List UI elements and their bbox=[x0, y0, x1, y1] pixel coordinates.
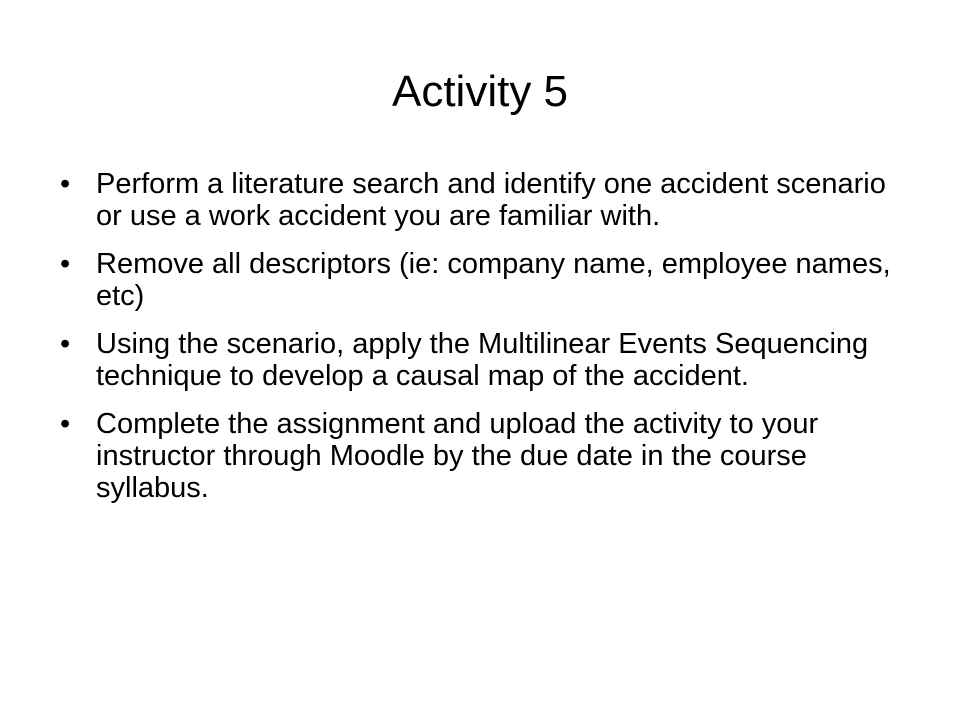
bullet-text: Remove all descriptors (ie: company name, employee names, etc) bbox=[96, 248, 891, 312]
bullet-text: Perform a literature search and identify one accident scenario or use a work accident you are familiar with. bbox=[96, 168, 886, 232]
bullet-icon: • bbox=[60, 408, 71, 440]
bullet-icon: • bbox=[60, 328, 71, 360]
bullet-item bbox=[60, 408, 910, 504]
bullet-list bbox=[60, 168, 910, 520]
bullet-item bbox=[60, 328, 910, 392]
bullet-text: Complete the assignment and upload the activity to your instructor through Moodle by the due date in the course syllabus. bbox=[96, 408, 819, 504]
bullet-text: Using the scenario, apply the Multilinear Events Sequencing technique to develop a causal map of the accident. bbox=[96, 328, 869, 392]
bullet-item bbox=[60, 168, 910, 232]
bullet-icon: • bbox=[60, 168, 71, 200]
bullet-icon: • bbox=[60, 248, 71, 280]
slide-title: Activity 5 bbox=[391, 67, 569, 116]
bullet-item bbox=[60, 248, 910, 312]
